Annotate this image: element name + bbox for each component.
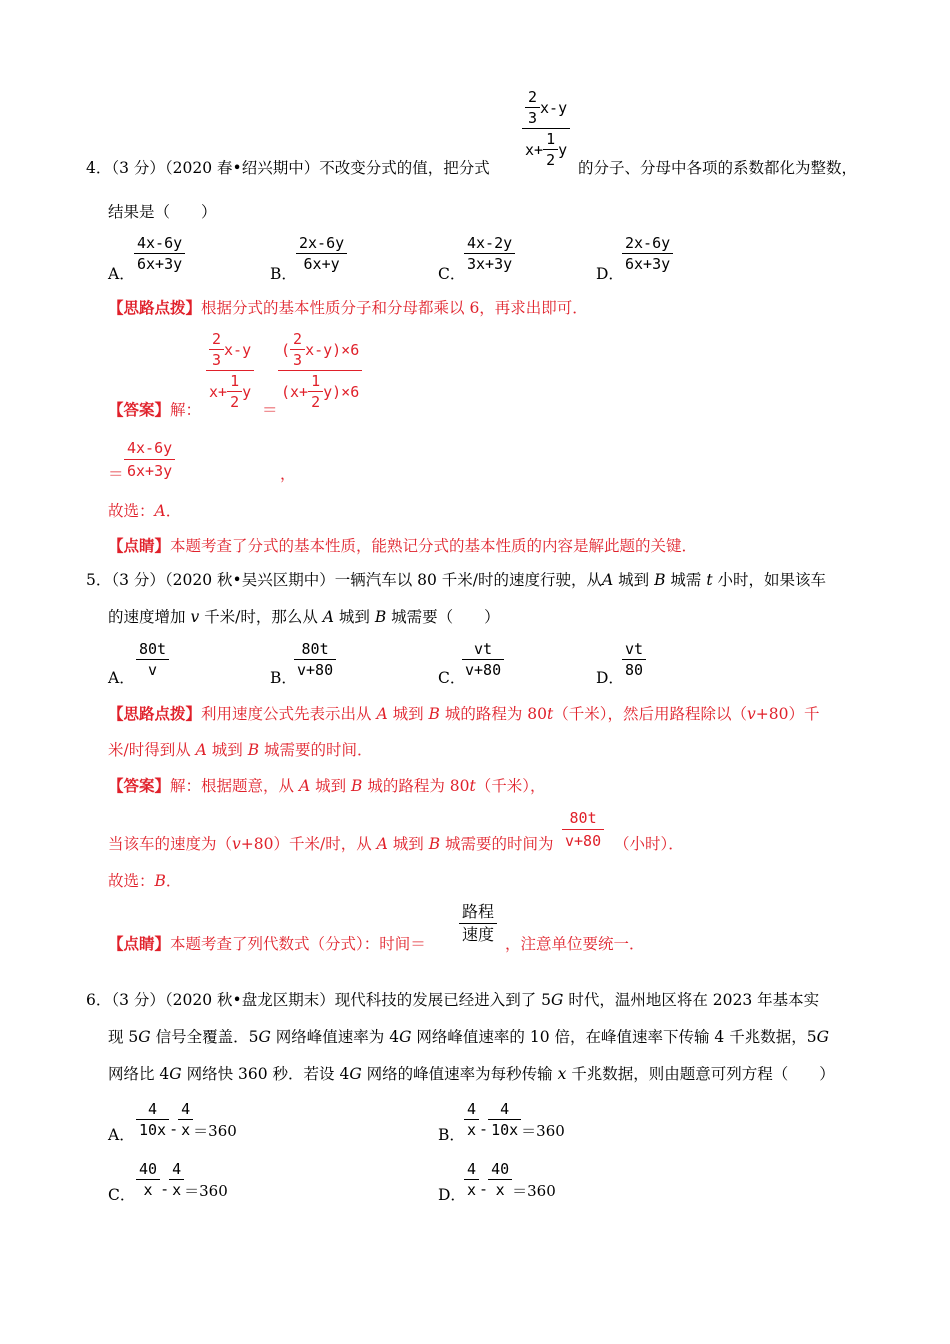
q4-answer-equals: ＝ xyxy=(262,401,278,419)
q6-stem-line2: 现 5G 信号全覆盖．5G 网络峰值速率为 4G 网络峰值速率的 10 倍，在峰值速率下传输 4 千兆数据，5G xyxy=(108,1028,829,1046)
q4-answer-lhs-fraction: $\frac{2}{3}$ x-y x+ $\frac{1}{2}$ y xyxy=(206,330,254,411)
q4-stem-line1: 4．（3 分）（2020 春•绍兴期中）不改变分式的值，把分式 xyxy=(86,159,490,177)
q5-choose: 故选：B． xyxy=(108,872,182,890)
q6-stem-line1: 6．（3 分）（2020 秋•盘龙区期末）现代科技的发展已经进入到了 5G 时代，温州地区将在 2023 年基本实 xyxy=(86,991,820,1009)
q6-option-d[interactable]: D． $\frac{4}{x}$ - $\frac{40}{x}$ ＝360 xyxy=(438,1160,556,1204)
q4-option-a[interactable]: A． $\frac{4x-6y}{6x+3y}$ xyxy=(108,234,258,282)
q5-comment-fraction: $\frac{\text{路程}}{\text{速度}}$ xyxy=(459,902,497,945)
q5-stem-line2: 的速度增加 v 千米/时，那么从 A 城到 B 城需要（ ） xyxy=(108,608,500,626)
q5-answer-line2: 当该车的速度为（v+80）千米/时，从 A 城到 B 城需要的时间为 xyxy=(108,835,554,853)
q5-answer-fraction: $\frac{80t}{v+80}$ xyxy=(562,808,604,851)
q5-hint-line1: 【思路点拨】利用速度公式先表示出从 A 城到 B 城的路程为 80t（千米），然后用路程除以（v+80）千 xyxy=(108,704,820,723)
q4-choose: 故选：A． xyxy=(108,502,182,520)
q5-option-d[interactable]: D． $\frac{vt}{80}$ xyxy=(596,640,746,688)
q4-option-b[interactable]: B． $\frac{2x-6y}{6x+y}$ xyxy=(270,234,420,282)
q5-stem-line1: 5．（3 分）（2020 秋•吴兴区期中）一辆汽车以 80 千米/时的速度行驶，从A 城到 B 城需 t 小时，如果该车 xyxy=(86,571,826,589)
q6-option-a[interactable]: A． $\frac{4}{10x}$ - $\frac{4}{x}$ ＝360 xyxy=(108,1100,237,1144)
q5-answer-unit: （小时）． xyxy=(614,835,684,853)
q4-stem-complex-fraction: $\frac{2}{3}$ x-y x+ $\frac{1}{2}$ y xyxy=(522,88,570,169)
q4-comment: 【点睛】本题考查了分式的基本性质，能熟记分式的基本性质的内容是解此题的关键． xyxy=(108,536,698,555)
q6-option-b[interactable]: B． $\frac{4}{x}$ - $\frac{4}{10x}$ ＝360 xyxy=(438,1100,565,1144)
q4-answer-rhs-fraction: ( $\frac{2}{3}$ x-y )×6 ( x+ $\frac{1}{2}$ y )×6 xyxy=(278,330,362,411)
q4-option-d[interactable]: D． $\frac{2x-6y}{6x+3y}$ xyxy=(596,234,746,282)
q5-answer-line1: 【答案】解：根据题意，从 A 城到 B 城的路程为 80t（千米）， xyxy=(108,776,546,795)
q4-answer-result: ＝ $\frac{4x-6y}{6x+3y}$ ， xyxy=(108,439,296,483)
q4-stem-line1-tail: 的分子、分母中各项的系数都化为整数， xyxy=(578,159,858,177)
q6-stem-line3: 网络比 4G 网络快 360 秒．若设 4G 网络的峰值速率为每秒传输 x 千兆数据，则由题意可列方程（ ） xyxy=(108,1065,835,1083)
q5-comment-tail: ，注意单位要统一． xyxy=(505,935,645,953)
q5-option-a[interactable]: A． $\frac{80t}{v}$ xyxy=(108,640,258,688)
q5-option-c[interactable]: C． $\frac{vt}{v+80}$ xyxy=(438,640,588,688)
q5-hint-line2: 米/时得到从 A 城到 B 城需要的时间． xyxy=(108,741,373,759)
q4-stem-line2: 结果是（ ） xyxy=(108,203,217,221)
q4-answer-label: 【答案】解： xyxy=(108,400,202,419)
q4-option-c[interactable]: C． $\frac{4x-2y}{3x+3y}$ xyxy=(438,234,588,282)
q4-hint: 【思路点拨】根据分式的基本性质分子和分母都乘以 6，再求出即可． xyxy=(108,298,588,317)
q5-option-b[interactable]: B． $\frac{80t}{v+80}$ xyxy=(270,640,420,688)
q6-option-c[interactable]: C． $\frac{40}{x}$ - $\frac{4}{x}$ ＝360 xyxy=(108,1160,228,1204)
q5-comment: 【点睛】本题考查了列代数式（分式）：时间＝ xyxy=(108,934,426,953)
